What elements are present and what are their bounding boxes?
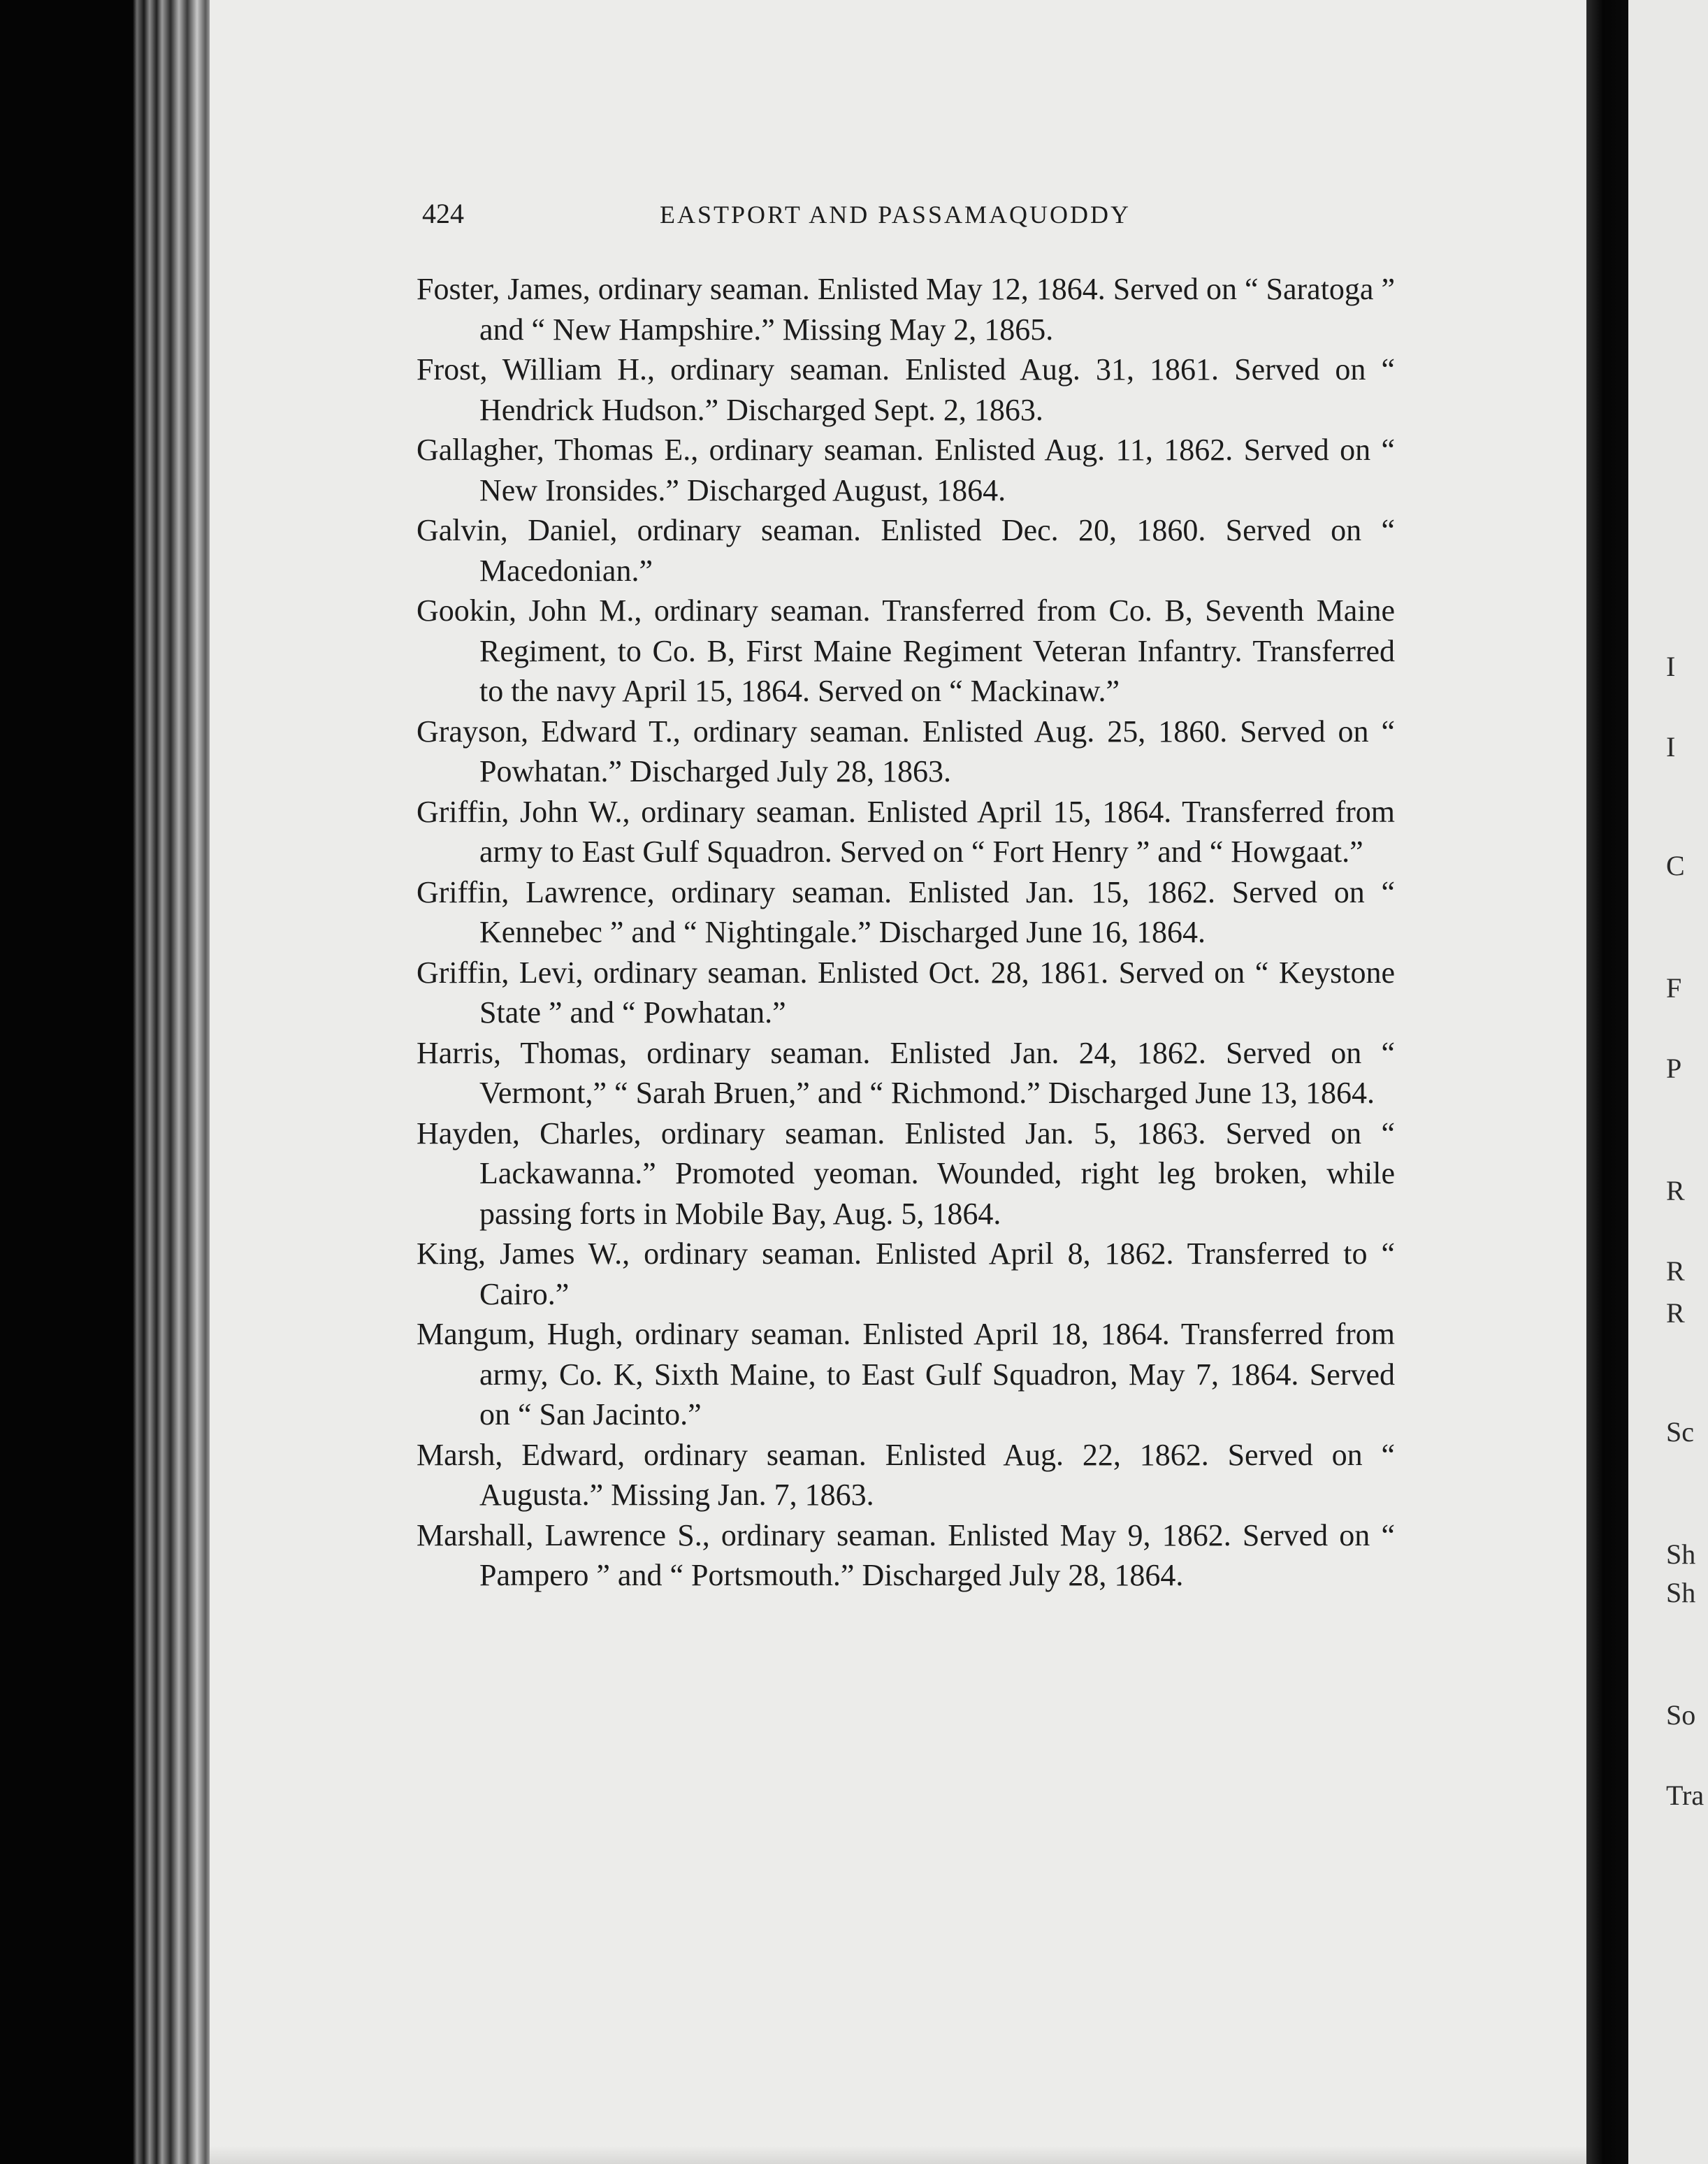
entry-hayden: Hayden, Charles, ordinary seaman. Enlisted Jan. 5, 1863. Served on “ Lackawanna.” Promoted yeoman. Wounded, right leg broken, while passing forts in Mobile Bay, Aug. 5, 1864. — [417, 1116, 1395, 1231]
facing-page-fragment: C — [1666, 850, 1685, 881]
entry-frost: Frost, William H., ordinary seaman. Enlisted Aug. 31, 1861. Served on “ Hendrick Hudson.” Discharged Sept. 2, 1863. — [417, 352, 1395, 427]
entry-griffin-lawrence: Griffin, Lawrence, ordinary seaman. Enlisted Jan. 15, 1862. Served on “ Kennebec ” and “ Nightingale.” Discharged June 16, 1864. — [417, 874, 1395, 949]
entry-griffin-levi: Griffin, Levi, ordinary seaman. Enlisted Oct. 28, 1861. Served on “ Keystone State ” and “ Powhatan.” — [417, 955, 1395, 1030]
facing-page-fragment: F — [1666, 972, 1682, 1004]
facing-page-fragment: R — [1666, 1255, 1685, 1287]
entry-griffin-john: Griffin, John W., ordinary seaman. Enlisted April 15, 1864. Transferred from army to East Gulf Squadron. Served on “ Fort Henry ” and “ Howgaat.” — [417, 794, 1395, 869]
book-gutter — [0, 0, 217, 2164]
entry-mangum: Mangum, Hugh, ordinary seaman. Enlisted April 18, 1864. Transferred from army, Co. K, Sixth Maine, to East Gulf Squadron, May 7, 1864. Served on “ San Jacinto.” — [417, 1317, 1395, 1431]
entry-list — [417, 269, 1395, 1596]
entry-harris: Harris, Thomas, ordinary seaman. Enlisted Jan. 24, 1862. Served on “ Vermont,” “ Sarah Bruen,” and “ Richmond.” Discharged June 13, 1864. — [417, 1035, 1395, 1110]
entry-gookin: Gookin, John M., ordinary seaman. Transferred from Co. B, Seventh Maine Regiment, to Co. B, First Maine Regiment Veteran Infantry. Transferred to the navy April 15, 1864. Served on “ Mackinaw.” — [417, 593, 1395, 708]
facing-page-fragment: I — [1666, 651, 1676, 682]
entry-foster: Foster, James, ordinary seaman. Enlisted May 12, 1864. Served on “ Saratoga ” and “ New Hampshire.” Missing May 2, 1865. — [417, 272, 1395, 347]
entry-marshall: Marshall, Lawrence S., ordinary seaman. Enlisted May 9, 1862. Served on “ Pampero ” and “ Portsmouth.” Discharged July 28, 1864. — [417, 1517, 1395, 1592]
page-bottom-edge — [210, 2146, 1586, 2164]
facing-page-fragment: Tra — [1666, 1780, 1705, 1811]
page-number: 424 — [422, 198, 464, 229]
book-spine-shadow — [1586, 0, 1628, 2164]
facing-page-fragment: Sh — [1666, 1577, 1696, 1608]
entry-gallagher: Gallagher, Thomas E., ordinary seaman. Enlisted Aug. 11, 1862. Served on “ New Ironsides.” Discharged August, 1864. — [417, 433, 1395, 507]
facing-page-fragment: P — [1666, 1053, 1682, 1084]
facing-page-fragment: So — [1666, 1699, 1696, 1731]
entry-galvin: Galvin, Daniel, ordinary seaman. Enlisted Dec. 20, 1860. Served on “ Macedonian.” — [417, 513, 1395, 588]
facing-page-fragment: Sc — [1666, 1416, 1694, 1448]
entry-king: King, James W., ordinary seaman. Enlisted April 8, 1862. Transferred to “ Cairo.” — [417, 1236, 1395, 1311]
facing-page-fragment: R — [1666, 1175, 1685, 1206]
running-title: EASTPORT AND PASSAMAQUODDY — [660, 201, 1131, 229]
entry-marsh: Marsh, Edward, ordinary seaman. Enlisted Aug. 22, 1862. Served on “ Augusta.” Missing Jan. 7, 1863. — [417, 1437, 1395, 1512]
entry-grayson: Grayson, Edward T., ordinary seaman. Enlisted Aug. 25, 1860. Served on “ Powhatan.” Discharged July 28, 1863. — [417, 714, 1395, 788]
facing-page-fragment: Sh — [1666, 1538, 1696, 1570]
facing-page-fragment: R — [1666, 1297, 1685, 1329]
facing-page-fragment: I — [1666, 731, 1676, 763]
facing-page — [1628, 0, 1708, 2164]
running-head — [422, 197, 1184, 239]
